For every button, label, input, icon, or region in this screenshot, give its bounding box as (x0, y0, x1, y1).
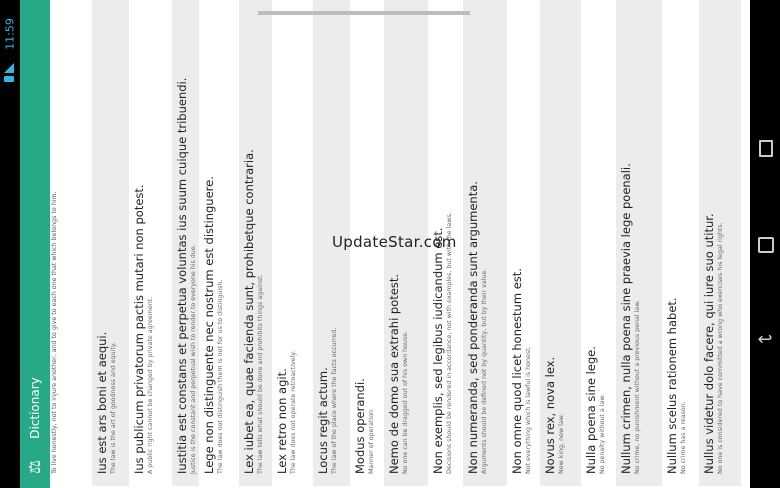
clock-text: 11:59 (3, 18, 17, 50)
entry-translation: The law does not operate retroactively. (290, 350, 297, 474)
battery-icon (4, 76, 14, 82)
entry-latin: Ius est ars boni et aequi. (95, 331, 109, 474)
navigation-bar (750, 0, 780, 488)
list-item[interactable] (507, 0, 540, 486)
list-item[interactable] (172, 0, 199, 486)
entry-latin: Nulla poena sine lege. (584, 346, 598, 474)
recent-apps-icon[interactable] (755, 137, 775, 157)
action-bar (20, 0, 50, 488)
entry-latin: Nullum crimen, nulla poena sine praevia lege poenali. (619, 163, 633, 474)
entry-latin: Modus operandi. (353, 378, 367, 474)
entry-latin: Nemo de domo sua extrahi potest. (387, 274, 401, 474)
entry-translation: The law does not distinguish them is not for us to distinguish. (217, 279, 224, 474)
entry-translation: A public right cannot be changed by private agreement. (147, 296, 154, 474)
entry-latin: Nullum scelus rationem habet. (665, 297, 679, 474)
entry-latin: Nullus videtur dolo facere, qui iure suo utitur. (702, 213, 716, 474)
entry-latin: Locus regit actum. (316, 367, 330, 474)
entry-latin: Novus rex, nova lex. (543, 356, 557, 474)
entry-latin: Non numeranda, sed ponderanda sunt argumenta. (466, 181, 480, 474)
list-item[interactable] (540, 0, 581, 486)
entry-latin: Non omne quod licet honestum est. (510, 268, 524, 474)
list-item[interactable] (463, 0, 507, 486)
home-icon[interactable] (755, 233, 775, 253)
scrollbar-thumb[interactable] (258, 11, 470, 15)
list-item[interactable] (272, 0, 313, 486)
list-item[interactable] (616, 0, 662, 486)
entry-list[interactable] (50, 0, 750, 488)
entry-translation: The law is the art of goodness and equity. (110, 342, 117, 474)
list-item[interactable] (129, 0, 172, 486)
entry-translation: Not everything which is lawful is honest. (525, 346, 532, 474)
entry-latin: Ius publicum privatorum pactis mutari non potest. (132, 184, 146, 474)
status-bar (0, 0, 20, 488)
entry-translation: No crime, no punishment without a previous penal law. (634, 300, 641, 474)
entry-translation: Manner of operation (368, 409, 375, 474)
scales-icon: ⚖ (25, 459, 44, 475)
app-title-group[interactable] (20, 300, 50, 488)
back-icon[interactable]: ↩ (757, 329, 773, 350)
entry-latin: Lex retro non agit. (275, 368, 289, 474)
entry-translation: Justice is the constant and perpetual wish to render to everyone his due. (190, 244, 197, 474)
status-clock (0, 0, 20, 60)
entry-translation: No penalty without a law. (599, 394, 606, 474)
list-item[interactable] (699, 0, 741, 486)
entry-translation: The law of the place where the facts occurred. (331, 327, 338, 474)
entry-latin: Lex iubet ea, quae facienda sunt, prohibetque contraria. (242, 149, 256, 474)
entry-latin: Non exemplis, sed legibus iudicandum est. (431, 227, 445, 474)
watermark: UpdateStar.com (332, 233, 457, 251)
entry-translation: New king, new law. (558, 413, 565, 474)
entry-translation: Arguments should be defined not by quantity, but by their value. (481, 268, 488, 474)
entry-latin: Lege non distinguente nec nostrum est distinguere. (202, 176, 216, 474)
entry-latin: Iustitia est constans et perpetua voluntas ius suum cuique tribuendi. (175, 77, 189, 474)
status-icons (3, 60, 17, 85)
entry-translation: To live honestly, not to injure another, and to give to each one that which belongs to him. (51, 191, 58, 474)
entry-translation: No one can be dragged out of his own house. (402, 330, 409, 474)
entry-translation: The law tells what should be done and prohibits things against. (257, 274, 264, 474)
list-item[interactable] (199, 0, 239, 486)
list-item[interactable] (92, 0, 129, 486)
app-title: Dictionary (28, 377, 42, 439)
entry-translation: No crime has a reason. (680, 401, 687, 474)
list-item[interactable] (662, 0, 699, 486)
list-item[interactable] (239, 0, 272, 486)
signal-icon (4, 63, 14, 73)
list-item[interactable] (581, 0, 616, 486)
entry-translation: Decisions should be rendered in accordance, not with examples, but with the laws. (446, 212, 453, 474)
entry-translation: No one is considered to have committed a wrong who exercises his legal rights. (717, 222, 724, 474)
list-item[interactable] (50, 0, 92, 486)
